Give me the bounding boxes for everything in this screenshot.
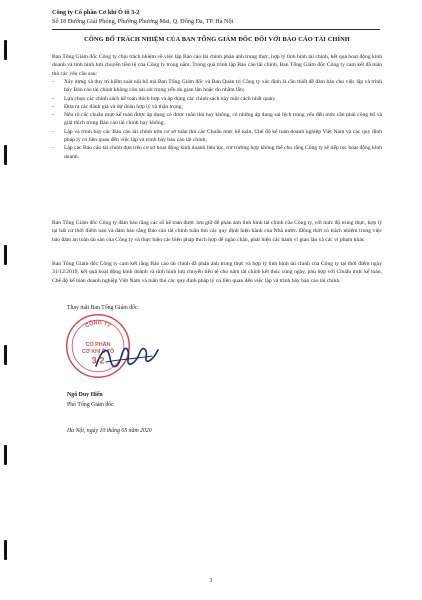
company-address: Số 18 Đường Giải Phóng, Phường Phương Mai, Q. Đống Đa, TP. Hà Nội (52, 18, 234, 25)
binder-hole-mark (4, 40, 7, 60)
list-item (52, 78, 382, 95)
document-title: CÔNG BỐ TRÁCH NHIỆM CỦA BAN TỔNG GIÁM ĐỐC ĐỐI VỚI BÁO CÁO TÀI CHÍNH (84, 36, 350, 43)
closing-line: Thay mặt Ban Tổng Giám đốc (67, 305, 138, 311)
company-name: Công ty Cổ phần Cơ khí Ô tô 3-2 (52, 9, 140, 16)
document-header (52, 8, 233, 26)
seal-outer-text: CÔNG TY (84, 320, 112, 330)
page-number: 3 (209, 578, 213, 584)
bullet-dash: - (52, 103, 54, 110)
list-item (52, 103, 382, 111)
binder-hole-mark (4, 245, 7, 265)
signer-name: Ngô Duy Hiển (67, 392, 103, 398)
list-item (52, 95, 382, 103)
list-item-text: Xây dựng và duy trì kiểm soát nội bộ mà Ban Tổng Giám đốc và Ban Quản trị Công ty xác định là cần thiết để đảm bảo cho việc lập và trình bày Báo cáo tài chính không còn sai sót trọng yếu do gian lận hoặc do nhầm lẫn; (64, 79, 382, 94)
intro-paragraph: Ban Tổng Giám đốc Công ty chịu trách nhiệm về việc lập Báo cáo tài chính phản ánh trung thực, hợp lý tình hình tài chính, kết quả hoạt động kinh doanh và tình hình lưu chuyển tiền tệ của Công ty trong năm. Trong quá trình lập Báo cáo tài chính, Ban Tổng Giám đốc Công ty cam kết đã tuân thủ các yêu cầu sau: (52, 54, 382, 77)
list-item (52, 111, 382, 128)
binder-hole-mark (4, 540, 7, 560)
signer-position: Phó Tổng Giám đốc (67, 402, 114, 408)
list-item-text: Đưa ra các đánh giá và dự đoán hợp lý và thận trọng; (64, 103, 183, 110)
list-item-text: Lập và trình bày các Báo cáo tài chính trên cơ sở tuân thủ các Chuẩn mực kế toán, Chế độ kế toán doanh nghiệp Việt Nam và các quy định pháp lý có liên quan đến việc lập và trình bày báo cáo tài chính; (64, 128, 382, 144)
list-item (52, 144, 382, 161)
bullet-dash: - (52, 95, 54, 102)
svg-text:CÔNG TY (84, 319, 112, 330)
binder-hole-mark (4, 145, 7, 165)
seal-line-2: CƠ KHÍ Ô TÔ (81, 348, 115, 355)
bullet-dash: - (52, 128, 54, 135)
seal-number: 3-2 (91, 355, 105, 366)
requirements-list (52, 78, 382, 161)
list-item-text: Nêu rõ các chuẩn mực kế toán được áp dụng có được tuân thủ hay không, có những áp dụng sai lệch trọng yếu đến mức cần phải công bố và giải thích trong Báo cáo tài chính hay không; (64, 112, 382, 127)
responsibility-paragraph: Ban Tổng Giám đốc Công ty đảm bảo rằng các sổ kế toán được lưu giữ để phản ánh tình hình tài chính của Công ty, với mức độ trung thực, hợp lý tại bất cứ thời điểm nào và đảm bảo rằng Báo cáo tài chính tuân thủ các quy định hiện hành của Nhà nước. Đồng thời có trách nhiệm trong việc bảo đảm an toàn tài sản của Công ty và thực hiện các biện pháp thích hợp để ngăn chặn, phát hiện các hành vi gian lận và các vi phạm khác. (52, 220, 382, 243)
seal-line-1: CỔ PHẦN (85, 342, 111, 348)
binder-hole-mark (4, 345, 7, 365)
list-item (52, 128, 382, 145)
bullet-dash: - (52, 112, 54, 119)
bullet-dash: - (52, 145, 54, 152)
handwritten-signature (92, 340, 162, 374)
binder-hole-mark (4, 445, 7, 465)
list-item-text: Lập các Báo cáo tài chính dựa trên cơ sở hoạt động kinh doanh liên tục, trừ trường hợp không thể cho rằng Công ty sẽ tiếp tục hoạt động kinh doanh. (64, 145, 382, 160)
header-divider (52, 29, 380, 30)
list-item-text: Lựa chọn các chính sách kế toán thích hợp và áp dụng các chính sách này một cách nhất quán; (64, 95, 276, 102)
place-and-date: Hà Nội, ngày 10 tháng 05 năm 2020 (67, 428, 152, 434)
bullet-dash: - (52, 79, 54, 85)
commitment-paragraph: Ban Tổng Giám đốc Công ty cam kết rằng Báo cáo tài chính đã phản ánh trung thực và hợp lý tình hình tài chính của Công ty tại thời điểm ngày 31/12/2019, kết quả hoạt động kinh doanh và tình hình lưu chuyển tiền tệ cho năm tài chính kết thúc cùng ngày, phù hợp với Chuẩn mực kế toán, Chế độ kế toán doanh nghiệp Việt Nam và tuân thủ các quy định pháp lý có liên quan đến việc lập và trình bày báo cáo tài chính. (52, 261, 382, 284)
